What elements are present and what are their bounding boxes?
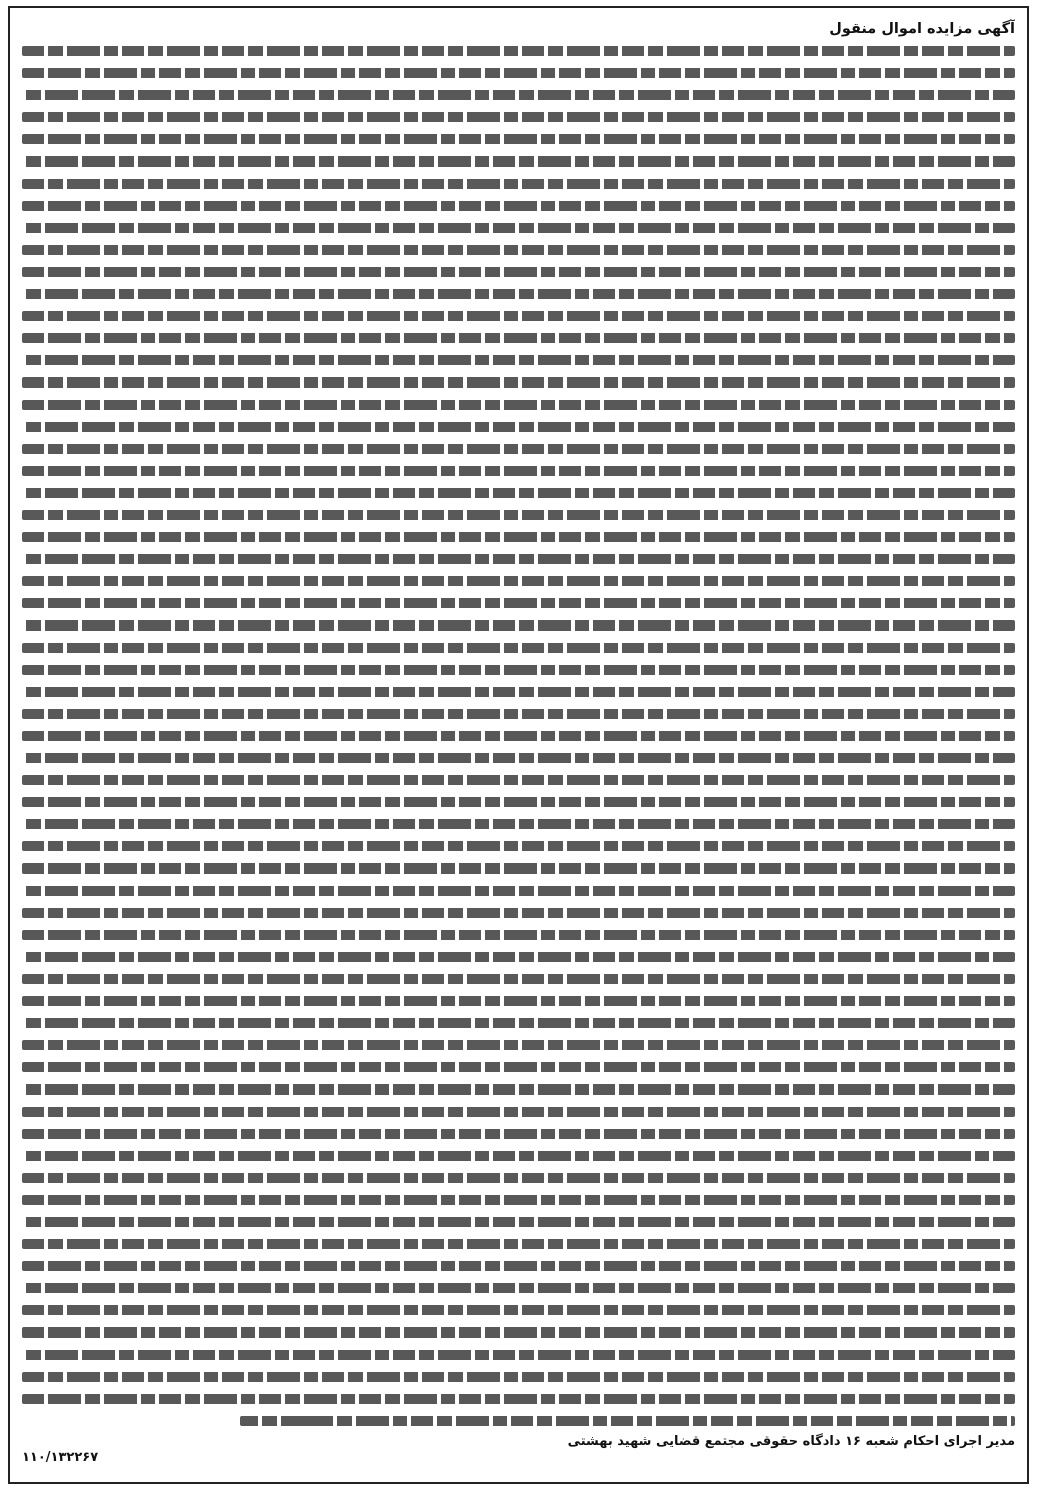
notice-text-line [22, 835, 1015, 857]
notice-text-line [22, 659, 1015, 681]
notice-text-line [22, 614, 1015, 636]
notice-text-line [22, 1012, 1015, 1034]
notice-text-line [22, 1078, 1015, 1100]
notice-text-line [22, 438, 1015, 460]
notice-text-line [22, 1366, 1015, 1388]
notice-text-line [22, 703, 1015, 725]
notice-text-line [22, 968, 1015, 990]
notice-body [22, 18, 1015, 1438]
notice-text-line [22, 1410, 1015, 1432]
notice-text-line [22, 1167, 1015, 1189]
notice-text-line [22, 416, 1015, 438]
notice-text-line [22, 327, 1015, 349]
notice-text-line [22, 791, 1015, 813]
notice-text-line [22, 946, 1015, 968]
notice-text-line [22, 1344, 1015, 1366]
notice-text-line [22, 813, 1015, 835]
notice-text-line [22, 504, 1015, 526]
notice-text-line [22, 637, 1015, 659]
notice-text-line [22, 769, 1015, 791]
notice-text-line [22, 1277, 1015, 1299]
notice-text-line [22, 305, 1015, 327]
notice-text-line [22, 1233, 1015, 1255]
notice-footer [22, 1434, 1015, 1474]
notice-text-line [22, 371, 1015, 393]
notice-text-line [22, 1211, 1015, 1233]
notice-text-line [22, 990, 1015, 1012]
notice-text-line [22, 128, 1015, 150]
notice-text-line [22, 239, 1015, 261]
notice-text-line [22, 924, 1015, 946]
notice-text-line [22, 173, 1015, 195]
notice-text-line [22, 548, 1015, 570]
notice-text-line [22, 570, 1015, 592]
notice-text-line [22, 1101, 1015, 1123]
notice-text-line [22, 460, 1015, 482]
notice-text-line [22, 857, 1015, 879]
notice-text-line [22, 1056, 1015, 1078]
notice-text-line [22, 592, 1015, 614]
notice-text-line [22, 725, 1015, 747]
notice-text-line [22, 747, 1015, 769]
notice-text-line [22, 1034, 1015, 1056]
notice-text-line [22, 526, 1015, 548]
notice-text-line [22, 349, 1015, 371]
notice-text-line [22, 482, 1015, 504]
notice-text-line [22, 1189, 1015, 1211]
notice-text-line [22, 40, 1015, 62]
notice-text-line [22, 62, 1015, 84]
notice-text-line [22, 1388, 1015, 1410]
notice-text-line [22, 195, 1015, 217]
notice-text-line [22, 902, 1015, 924]
notice-text-line [22, 84, 1015, 106]
notice-text-line [22, 1123, 1015, 1145]
notice-text-line [22, 150, 1015, 172]
notice-text-line [22, 283, 1015, 305]
notice-sheet [8, 6, 1029, 1484]
notice-text-line [22, 261, 1015, 283]
notice-text-line [22, 1299, 1015, 1321]
notice-text-line [22, 1321, 1015, 1343]
notice-text-line [22, 106, 1015, 128]
notice-text-line [22, 394, 1015, 416]
notice-reference-number: ۱۱۰/۱۳۲۲۶۷ [22, 1450, 99, 1465]
notice-text-line [22, 880, 1015, 902]
notice-text-line [22, 1255, 1015, 1277]
notice-text-line [22, 1145, 1015, 1167]
notice-text-lines [22, 40, 1015, 1432]
notice-signature: مدیر اجرای احکام شعبه ۱۶ دادگاه حقوقی مجتمع قضایی شهید بهشتی [567, 1434, 1015, 1449]
notice-lead-line: آگهی مزایده اموال منقول [829, 21, 1015, 37]
notice-text-line [22, 217, 1015, 239]
notice-text-line [22, 681, 1015, 703]
